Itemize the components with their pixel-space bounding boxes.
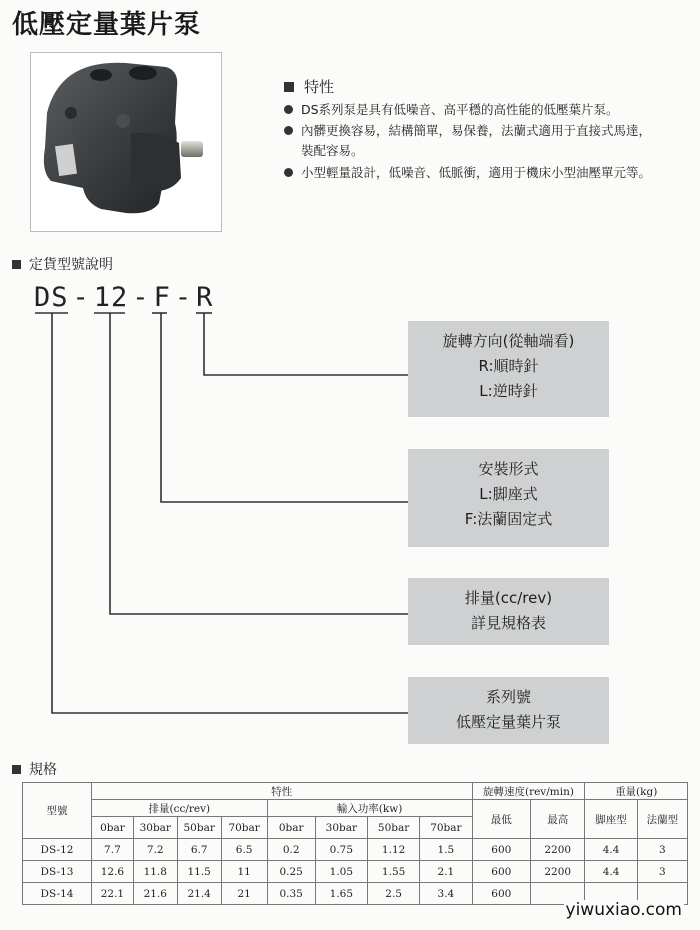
cell-displacement: 21 bbox=[221, 883, 267, 905]
header-pressure: 30bar bbox=[133, 817, 177, 839]
cell-model: DS-12 bbox=[23, 839, 92, 861]
cell-power: 1.55 bbox=[367, 861, 419, 883]
header-pressure: 0bar bbox=[92, 817, 134, 839]
spec-section-heading bbox=[12, 759, 57, 779]
feature-text: 小型輕量設計，低噪音、低脈衝，適用于機床小型油壓單元等。 bbox=[301, 165, 652, 180]
watermark: yiwuxiao.com bbox=[565, 900, 682, 920]
connector-displacement bbox=[110, 313, 410, 614]
spec-section-heading-text: 規格 bbox=[29, 762, 57, 778]
table-row bbox=[23, 839, 688, 861]
model-section-heading-text: 定貨型號說明 bbox=[29, 257, 113, 273]
displacement-box bbox=[408, 578, 609, 645]
header-pressure: 70bar bbox=[420, 817, 472, 839]
code-separator: - bbox=[174, 282, 193, 313]
box-line: R:順時針 bbox=[478, 357, 539, 375]
cell-foot-weight: 4.4 bbox=[585, 839, 637, 861]
cell-displacement: 7.7 bbox=[92, 839, 134, 861]
header-min-speed: 最低 bbox=[472, 800, 531, 839]
code-separator: - bbox=[132, 282, 150, 313]
cell-max-speed: 2200 bbox=[531, 839, 585, 861]
connector-mounting bbox=[161, 313, 410, 502]
cell-min-speed: 600 bbox=[472, 861, 531, 883]
header-displacement: 排量(cc/rev) bbox=[92, 800, 268, 817]
cell-displacement: 11.5 bbox=[177, 861, 221, 883]
cell-power: 0.2 bbox=[267, 839, 315, 861]
cell-displacement: 11 bbox=[221, 861, 267, 883]
header-power: 輸入功率(kw) bbox=[267, 800, 472, 817]
code-displacement: 12 bbox=[93, 282, 129, 313]
header-speed: 旋轉速度(rev/min) bbox=[472, 783, 585, 800]
connector-rotation bbox=[204, 313, 410, 375]
cell-power: 1.05 bbox=[315, 861, 367, 883]
cell-power: 0.25 bbox=[267, 861, 315, 883]
header-pressure: 70bar bbox=[221, 817, 267, 839]
series-box bbox=[408, 677, 609, 744]
box-title: 系列號 bbox=[485, 688, 531, 706]
cell-displacement: 11.8 bbox=[133, 861, 177, 883]
features-heading-text: 特性 bbox=[304, 78, 335, 96]
code-separator: - bbox=[72, 282, 90, 313]
header-pressure: 0bar bbox=[267, 817, 315, 839]
cell-power: 3.4 bbox=[420, 883, 472, 905]
table-row bbox=[23, 861, 688, 883]
cell-max-speed: 2200 bbox=[531, 861, 585, 883]
box-title: 旋轉方向(從軸端看) bbox=[442, 332, 575, 350]
connector-series bbox=[52, 313, 410, 713]
header-characteristics: 特性 bbox=[92, 783, 473, 800]
box-title: 排量(cc/rev) bbox=[464, 589, 553, 607]
box-line: L:逆時針 bbox=[479, 382, 538, 400]
header-max-speed: 最高 bbox=[531, 800, 585, 839]
rotation-box bbox=[408, 321, 609, 417]
code-series: DS bbox=[34, 282, 69, 313]
cell-power: 1.12 bbox=[367, 839, 419, 861]
header-pressure: 30bar bbox=[315, 817, 367, 839]
cell-model: DS-14 bbox=[23, 883, 92, 905]
box-line: F:法蘭固定式 bbox=[464, 510, 553, 528]
cell-power: 2.1 bbox=[420, 861, 472, 883]
cell-displacement: 6.7 bbox=[177, 839, 221, 861]
cell-power: 0.75 bbox=[315, 839, 367, 861]
header-flange-weight: 法蘭型 bbox=[637, 800, 687, 839]
header-foot-weight: 脚座型 bbox=[585, 800, 637, 839]
cell-power: 1.5 bbox=[420, 839, 472, 861]
feature-text: 內髒更換容易，結構簡單，易保養，法蘭式適用于直接式馬達， bbox=[301, 123, 652, 138]
spec-table bbox=[22, 782, 688, 905]
cell-displacement: 7.2 bbox=[133, 839, 177, 861]
box-line: L:脚座式 bbox=[479, 485, 538, 503]
box-title: 安裝形式 bbox=[478, 460, 539, 478]
cell-min-speed: 600 bbox=[472, 883, 531, 905]
cell-foot-weight: 4.4 bbox=[585, 861, 637, 883]
feature-item-continuation: 裝配容易。 bbox=[301, 143, 364, 158]
box-line: 詳見規格表 bbox=[470, 614, 546, 632]
page-title: 低壓定量葉片泵 bbox=[12, 10, 202, 40]
box-line: 低壓定量葉片泵 bbox=[455, 713, 561, 731]
cell-flange-weight: 3 bbox=[637, 839, 687, 861]
cell-displacement: 6.5 bbox=[221, 839, 267, 861]
header-weight: 重量(kg) bbox=[585, 783, 688, 800]
cell-displacement: 22.1 bbox=[92, 883, 134, 905]
cell-displacement: 21.4 bbox=[177, 883, 221, 905]
cell-model: DS-13 bbox=[23, 861, 92, 883]
cell-power: 0.35 bbox=[267, 883, 315, 905]
cell-power: 2.5 bbox=[367, 883, 419, 905]
cell-flange-weight: 3 bbox=[637, 861, 687, 883]
cell-min-speed: 600 bbox=[472, 839, 531, 861]
feature-text: DS系列泵是具有低噪音、高平穩的高性能的低壓葉片泵。 bbox=[301, 102, 619, 117]
cell-displacement: 12.6 bbox=[92, 861, 134, 883]
code-rotation: R bbox=[196, 282, 214, 313]
header-model: 型號 bbox=[23, 783, 92, 839]
square-bullet-icon bbox=[12, 765, 21, 774]
mounting-box bbox=[408, 449, 609, 547]
cell-power: 1.65 bbox=[315, 883, 367, 905]
header-pressure: 50bar bbox=[177, 817, 221, 839]
code-mounting: F bbox=[153, 282, 171, 313]
cell-displacement: 21.6 bbox=[133, 883, 177, 905]
header-pressure: 50bar bbox=[367, 817, 419, 839]
